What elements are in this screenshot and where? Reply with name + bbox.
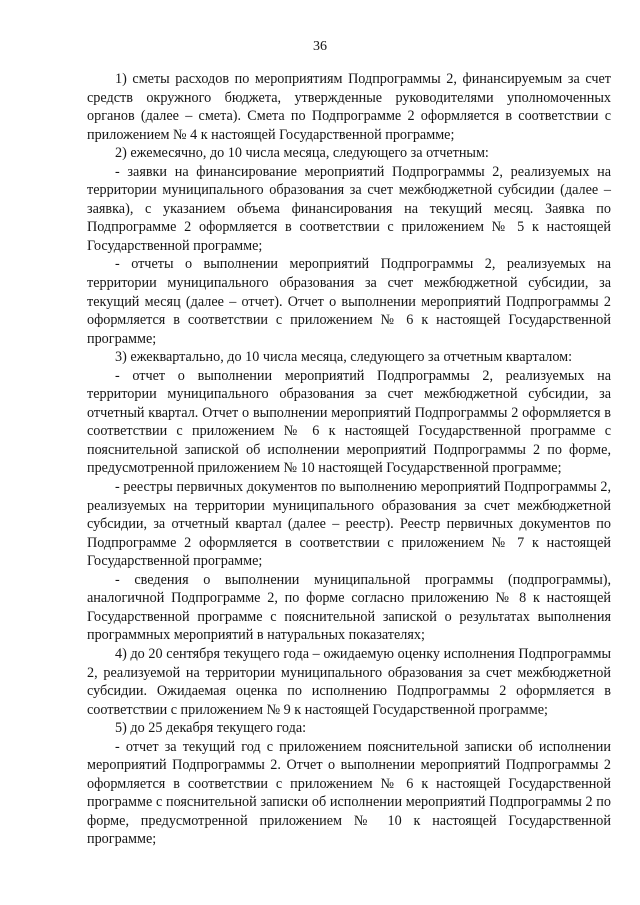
paragraph-item-2-monthly: 2) ежемесячно, до 10 числа месяца, следующего за отчетным: bbox=[115, 145, 489, 162]
document-body bbox=[87, 70, 611, 849]
paragraph-item-4-expected-estimate: 4) до 20 сентября текущего года – ожидаемую оценку исполнения Подпрограммы 2, реализуемой на территории муниципального образования за счет межбюджетной субсидии. Ожидаемая оценка по исполнению Подпрограммы 2 оформляется в соответствии с приложением № 9 к настоящей Государственной программе; bbox=[87, 645, 611, 718]
paragraph-monthly-requests: - заявки на финансирование мероприятий Подпрограммы 2, реализуемых на территории муниципального образования за счет межбюджетной субсидии (далее – заявка), с указанием объема финансирования на текущий месяц. Заявка по Подпрограмме 2 оформляется в соответствии с приложением № 5 к настоящей Государственной программе; bbox=[87, 163, 611, 254]
paragraph-monthly-reports: - отчеты о выполнении мероприятий Подпрограммы 2, реализуемых на территории муниципального образования за счет межбюджетной субсидии, за текущий месяц (далее – отчет). Отчет о выполнении мероприятий Подпрограммы 2 оформляется в соответствии с приложением № 6 к настоящей Государственной программе; bbox=[87, 256, 611, 347]
paragraph-annual-report: - отчет за текущий год с приложением пояснительной записки об исполнении мероприятий Подпрограммы 2. Отчет о выполнении мероприятий Подпрограммы 2 оформляется в соответствии с приложением № 6 к настоящей Государственной программе с пояснительной записки об исполнении мероприятий Подпрограммы 2 по форме, предусмотренной приложением № 10 к настоящей Государственной программе; bbox=[87, 738, 611, 848]
page-number: 36 bbox=[313, 39, 327, 54]
paragraph-item-5-december: 5) до 25 декабря текущего года: bbox=[115, 720, 307, 737]
paragraph-quarterly-report: - отчет о выполнении мероприятий Подпрограммы 2, реализуемых на территории муниципального образования за счет межбюджетной субсидии, за отчетный квартал. Отчет о выполнении мероприятий Подпрограммы 2 оформляется в соответствии с приложением № 6 к настоящей Государственной программе с пояснительной запиской об исполнении мероприятий Подпрограммы 2 по форме, предусмотренной приложением № 10 настоящей Государственной программе; bbox=[87, 367, 611, 477]
paragraph-item-1-estimates: 1) сметы расходов по мероприятиям Подпрограммы 2, финансируемым за счет средств окружного бюджета, утвержденные руководителями уполномоченных органов (далее – смета). Смета по Подпрограмме 2 оформляется в соответствии с приложением № 4 к настоящей Государственной программе; bbox=[87, 71, 611, 143]
paragraph-program-info: - сведения о выполнении муниципальной программы (подпрограммы), аналогичной Подпрограмме 2, по форме согласно приложению № 8 к настоящей Государственной программе с пояснительной запиской о результатах выполнения программных мероприятий в натуральных показателях; bbox=[87, 571, 611, 644]
paragraph-quarterly-registers: - реестры первичных документов по выполнению мероприятий Подпрограммы 2, реализуемых на территории муниципального образования за счет межбюджетной субсидии, за отчетный квартал (далее – реестр). Реестр первичных документов по Подпрограмме 2 оформляется в соответствии с приложением № 7 к настоящей Государственной программе; bbox=[87, 479, 611, 570]
paragraph-item-3-quarterly: 3) ежеквартально, до 10 числа месяца, следующего за отчетным кварталом: bbox=[115, 349, 573, 366]
